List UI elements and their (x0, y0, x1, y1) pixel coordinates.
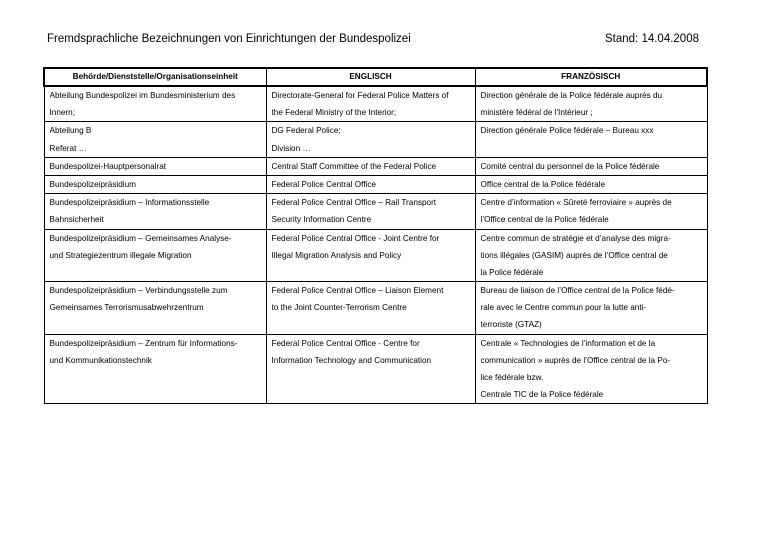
column-header-english: ENGLISCH (266, 68, 475, 86)
cell-text-line: Federal Police Central Office – Liaison Element (271, 286, 444, 296)
cell-text-line: the Federal Ministry of the Interior; (271, 108, 397, 118)
cell-text-line: communication » auprès de l’Office central de la Po- (480, 355, 671, 365)
english-cell (266, 175, 475, 193)
cell-text-line: terroriste (GTAZ) (480, 320, 542, 330)
cell-text-line: Illegal Migration Analysis and Policy (271, 250, 402, 260)
column-header-german: Behörde/Dienststelle/Organisationseinheit (44, 68, 266, 86)
column-header-french: FRANZÖSISCH (475, 68, 707, 86)
cell-text-line: Direction générale Police fédérale – Bureau xxx (480, 126, 654, 136)
page-header (47, 33, 699, 49)
cell-text-line (272, 264, 470, 281)
cell-text-line (50, 369, 261, 386)
french-cell (475, 122, 707, 157)
german-cell (44, 122, 266, 157)
cell-text-line: to the Joint Counter-Terrorism Centre (271, 303, 407, 313)
cell-text-line: Information Technology and Communication (271, 355, 432, 365)
french-cell (475, 86, 707, 122)
cell-text-line: DG Federal Police; (271, 126, 341, 136)
german-cell (44, 86, 266, 122)
cell-text-line: Centre d’information « Sûreté ferroviaire » auprès de (480, 198, 672, 208)
cell-text-line: Security Information Centre (271, 215, 372, 225)
document-date: Stand: 14.04.2008 (605, 33, 699, 45)
english-cell (266, 86, 475, 122)
cell-text-line: Federal Police Central Office (271, 179, 377, 189)
english-cell (266, 157, 475, 175)
cell-text-line: Bundespolizeipräsidium – Informationsstelle (49, 198, 210, 208)
table-row (44, 194, 707, 229)
cell-text-line: Centrale « Technologies de l’information et de la (480, 338, 656, 348)
french-cell (475, 282, 707, 335)
english-cell (266, 194, 475, 229)
cell-text-line: Centre commun de stratégie et d’analyse des migra- (480, 233, 671, 243)
cell-text-line: la Police fédérale (480, 267, 544, 277)
cell-text-line: Centrale TIC de la Police fédérale (480, 390, 604, 400)
table-header-row (44, 68, 707, 86)
cell-text-line: Comité central du personnel de la Police fédérale (480, 161, 660, 171)
cell-text-line (481, 140, 702, 157)
english-cell (266, 122, 475, 157)
german-cell (44, 334, 266, 404)
cell-text-line: lice fédérale bzw. (480, 373, 544, 382)
cell-text-line: Bureau de liaison de l’Office central de la Police fédé- (480, 286, 675, 296)
cell-text-line: Federal Police Central Office – Rail Transport (271, 198, 437, 208)
table-body (44, 86, 707, 404)
cell-text-line: Bundespolizeipräsidium – Gemeinsames Analyse- (49, 233, 232, 243)
cell-text-line: Bahnsicherheit (49, 215, 104, 225)
cell-text-line: tions illégales (GASIM) auprès de l’Office central de (480, 250, 668, 260)
french-cell (475, 194, 707, 229)
german-cell (44, 229, 266, 282)
cell-text-line (272, 369, 470, 386)
cell-text-line: l’Office central de la Police fédérale (480, 215, 609, 225)
cell-text-line: Central Staff Committee of the Federal Police (271, 161, 437, 171)
french-cell (475, 175, 707, 193)
table-row (44, 282, 707, 335)
table-row (44, 157, 707, 175)
table-row (44, 229, 707, 282)
german-cell (44, 194, 266, 229)
table-row (44, 122, 707, 157)
cell-text-line (50, 386, 261, 403)
table-row (44, 175, 707, 193)
french-cell (475, 157, 707, 175)
cell-text-line: Direction générale de la Police fédérale auprès du (480, 91, 663, 100)
cell-text-line: Abteilung Bundespolizei im Bundesministerium des (49, 91, 236, 100)
cell-text-line: Bundespolizei-Hauptpersonalrat (49, 161, 167, 171)
translation-table (43, 67, 708, 404)
cell-text-line: Bundespolizeipräsidium (49, 179, 136, 189)
cell-text-line: Referat … (49, 143, 87, 153)
french-cell (475, 334, 707, 404)
cell-text-line: Office central de la Police fédérale (480, 179, 606, 189)
french-cell (475, 229, 707, 282)
english-cell (266, 334, 475, 404)
table-row (44, 86, 707, 122)
cell-text-line: Bundespolizeipräsidium – Zentrum für Informations- (49, 338, 238, 348)
cell-text-line: Innern; (49, 108, 75, 118)
german-cell (44, 157, 266, 175)
cell-text-line: Gemeinsames Terrorismusabwehrzentrum (49, 303, 204, 313)
document-title: Fremdsprachliche Bezeichnungen von Einrichtungen der Bundespolizei (47, 33, 411, 45)
cell-text-line: Division … (271, 143, 311, 153)
cell-text-line: Federal Police Central Office - Joint Centre for (271, 233, 440, 243)
cell-text-line: Directorate-General for Federal Police Matters of (271, 91, 449, 100)
german-cell (44, 282, 266, 335)
cell-text-line (272, 386, 470, 403)
cell-text-line (272, 316, 470, 333)
cell-text-line: und Strategiezentrum illegale Migration (49, 250, 192, 260)
cell-text-line: rale avec le Centre commun pour la lutte anti- (480, 303, 647, 313)
cell-text-line: ministère fédéral de l'Intérieur ; (480, 108, 593, 118)
table-row (44, 334, 707, 404)
cell-text-line: Bundespolizeipräsidium – Verbindungsstelle zum (49, 286, 228, 296)
cell-text-line: Abteilung B (49, 126, 92, 136)
english-cell (266, 229, 475, 282)
cell-text-line: und Kommunikationstechnik (49, 355, 152, 365)
cell-text-line (50, 264, 261, 281)
german-cell (44, 175, 266, 193)
english-cell (266, 282, 475, 335)
cell-text-line (50, 316, 261, 333)
cell-text-line: Federal Police Central Office - Centre for (271, 338, 420, 348)
